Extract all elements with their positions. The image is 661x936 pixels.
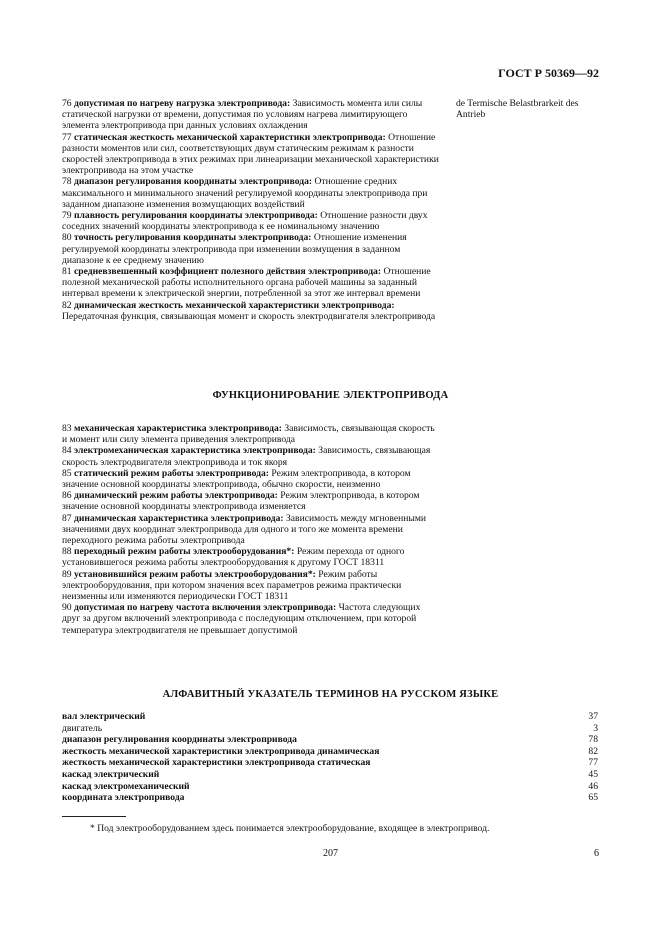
term-entry: 82 динамическая жесткость механической характеристики электропривода: Передаточная функция, связывающая момент и скорость электродвигателя электропривода bbox=[62, 299, 436, 322]
index-entry bbox=[62, 792, 598, 804]
term-entry: 85 статический режим работы электропривода: Режим электропривода, в котором значение основной координаты электропривода, обычно скорости, неизменно bbox=[62, 467, 411, 491]
index-number: 45 bbox=[588, 768, 598, 780]
term-entry: 79 плавность регулирования координаты электропривода: Отношение разности двух соседних значений координаты электропривода к ее номинальному значению bbox=[62, 210, 428, 233]
index-entry bbox=[62, 711, 598, 723]
index-term: вал электрический bbox=[62, 711, 146, 722]
german-equivalent: de Termische Belastbrarkeit des Antrieb bbox=[456, 98, 579, 121]
term-entry: 88 переходный режим работы электрооборудования*: Режим перехода от одного установившегося режима работы электрооборудования к другому ГОСТ 18311 bbox=[62, 546, 405, 569]
term-entry: 78 диапазон регулирования координаты электропривода: Отношение средних максимального и минимального значений регулируемой координаты электропривода при заданном диапазоне изменения возмущающих воздействий bbox=[62, 176, 428, 210]
index-number: 77 bbox=[588, 757, 598, 769]
corner-number: 6 bbox=[594, 848, 599, 859]
index-entry bbox=[62, 757, 598, 769]
index-term: жесткость механической характеристики электропривода динамическая bbox=[62, 745, 380, 757]
index-term: каскад электрический bbox=[62, 768, 160, 780]
section-heading-index: АЛФАВИТНЫЙ УКАЗАТЕЛЬ ТЕРМИНОВ НА РУССКОМ ЯЗЫКЕ bbox=[162, 689, 499, 700]
index-number: 82 bbox=[588, 745, 598, 757]
term-entry: 80 точность регулирования координаты электропривода: Отношение изменения регулируемой координаты электропривода при изменении возмущения в заданном диапазоне к ее среднему значению bbox=[62, 232, 407, 266]
terms-section-1 bbox=[62, 98, 440, 322]
index-entry bbox=[62, 746, 598, 758]
section-heading-functioning: ФУНКЦИОНИРОВАНИЕ ЭЛЕКТРОПРИВОДА bbox=[212, 390, 449, 401]
index-number: 37 bbox=[588, 711, 598, 722]
term-entry: 89 установившийся режим работы электрооборудования*: Режим работы электрооборудования, при котором значения всех параметров режима практически неизменны или изменяются периодически ГОСТ 18311 bbox=[62, 568, 402, 603]
term-entry: 87 динамическая характеристика электропривода: Зависимость между мгновенными значениями двух координат электропривода для одного и того же момента времени переходного режима работы электропривода bbox=[62, 512, 427, 547]
index-number: 46 bbox=[588, 780, 598, 792]
term-entry: 90 допустимая по нагреву частота включения электропривода: Частота следующих друг за другом включений электропривода с последующим отключением, при которой температура электродвигателя не превышает допустимой bbox=[62, 602, 421, 636]
index-term: каскад электромеханический bbox=[62, 780, 190, 792]
term-entry: 84 электромеханическая характеристика электропривода: Зависимость, связывающая скорость электродвигателя электропривода и ток якоря bbox=[62, 445, 431, 468]
alphabetical-index bbox=[62, 711, 598, 804]
term-entry: 86 динамический режим работы электропривода: Режим электропривода, в котором значение основной координаты электропривода изменяется bbox=[62, 490, 420, 513]
index-entry bbox=[62, 734, 598, 746]
index-term: двигатель bbox=[62, 722, 103, 734]
term-entry: 77 статическая жесткость механической характеристики электропривода: Отношение разности моментов или сил, соответствующих двум статическим режимам к разности скоростей электропривода в этих режимах при линеаризации механической характеристики электропривода на этом участке bbox=[62, 131, 439, 177]
index-term: координата электропривода bbox=[62, 792, 185, 804]
index-entry bbox=[62, 723, 598, 735]
footnote: * Под электрооборудованием здесь понимается электрооборудование, входящее в электропривод. bbox=[90, 823, 490, 834]
term-entry: 81 средневзвешенный коэффициент полезного действия электропривода: Отношение полезной механической работы исполнительного органа рабочей машины за заданный интервал времени к электрической энергии, потребленной за этот же интервал времени bbox=[62, 266, 431, 300]
page-number: 207 bbox=[323, 848, 338, 859]
document-header: ГОСТ Р 50369—92 bbox=[498, 66, 599, 80]
index-number: 3 bbox=[593, 722, 598, 734]
index-term: диапазон регулирования координаты электропривода bbox=[62, 734, 297, 746]
terms-section-2 bbox=[62, 423, 440, 636]
index-entry bbox=[62, 769, 598, 781]
index-entry bbox=[62, 781, 598, 793]
index-number: 78 bbox=[588, 734, 598, 746]
index-term: жесткость механической характеристики электропривода статическая bbox=[62, 757, 371, 769]
index-number: 65 bbox=[588, 792, 598, 804]
term-entry: 83 механическая характеристика электропривода: Зависимость, связывающая скорость и момент или силу элемента приведения электропривода bbox=[62, 423, 435, 446]
term-entry: 76 допустимая по нагреву нагрузка электропривода: Зависимость момента или силы статической нагрузки от времени, допустимая по условиям нагрева лимитирующего элемента электропривода при данных условиях охлаждения bbox=[62, 98, 423, 132]
footnote-divider bbox=[62, 816, 126, 817]
